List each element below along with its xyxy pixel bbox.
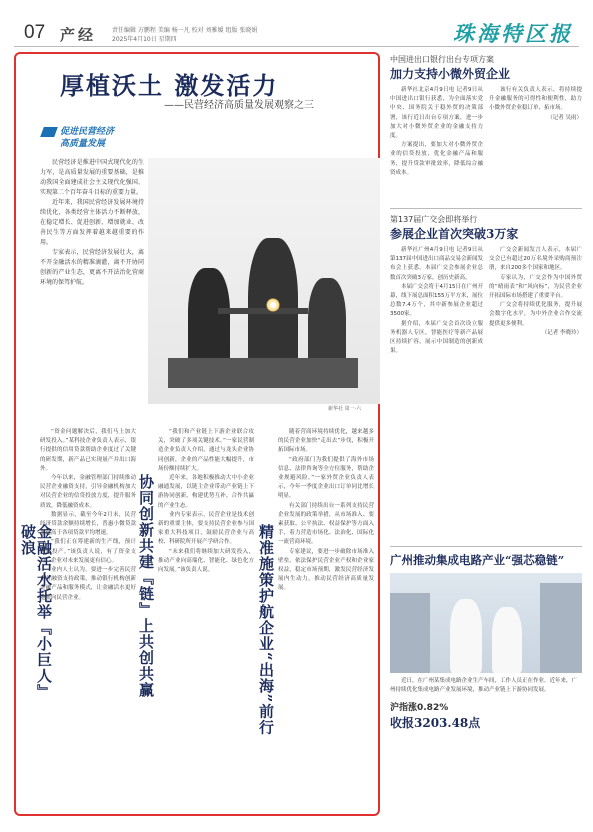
section-divider	[390, 546, 582, 547]
article-paragraph: “我们和产业链上下游企业联合攻关，突破了多项关键技术。”一家民营制造企业负责人介绍，通过与龙头企业协同创新，企业的产品性能大幅提升，市场份额持续扩大。	[158, 429, 254, 472]
page-number: 07	[24, 22, 46, 43]
feature-photo	[148, 158, 380, 404]
article-paragraph: 本届广交会将于4月15日在广州开幕，线下展总面积155万平方米，展位总数7.4万个，其中新参展企业超过3500家。	[390, 283, 483, 318]
machine-base	[168, 358, 358, 388]
section-divider	[390, 208, 582, 209]
article-paragraph: “未来我们将继续加大研发投入，推动产业向高端化、智能化、绿色化方向发展。”该负责人说。	[158, 548, 254, 574]
lead-paragraph: 专家表示，民营经济发展壮大，离不开金融活水的精准滴灌，离不开协同创新的产业生态，更离不开法治化营商环境的保驾护航。	[40, 249, 144, 286]
article-body	[390, 246, 582, 526]
article-paragraph: 广交会新闻发言人表示，本届广交会已有超过20万名境外采购商预注册，来自200多个国家和地区。	[489, 247, 582, 272]
issue-date: 2025年4月10日 星期四	[112, 36, 177, 43]
column-headline: 精准施策护航企业“出海”前行	[257, 524, 275, 736]
lead-text	[40, 158, 144, 288]
article-paragraph: 广交会将持续优化服务，提升展会数字化水平，为中外企业合作交流提供更多便利。	[489, 302, 582, 327]
article-paragraph: 今年以来，金融管理部门持续推动民营企业融资支持，引导金融机构加大对民营企业的信贷投放力度，提升服务质效，降低融资成本。	[40, 475, 136, 509]
article-column	[390, 246, 483, 526]
news-article	[390, 214, 582, 526]
column-headline: 金融活水托举『小巨人』破浪	[19, 524, 53, 700]
article-paragraph: 随着营商环境持续优化，越来越多的民营企业加快“走出去”步伐，积极开拓国际市场。	[278, 429, 374, 454]
news-article	[390, 54, 582, 204]
article-paragraph: “我们正在筹建新的生产线，预计年底投产。”该负责人说，有了资金支持，企业对未来发展更有信心。	[40, 539, 136, 564]
article-kicker: 中国进出口银行出台专项方案	[390, 55, 494, 64]
feature-title: 厚植沃土 激发活力	[60, 71, 279, 100]
market-kicker: 沪指涨0.82%	[390, 703, 449, 713]
series-flag-icon	[40, 127, 58, 137]
editor-line: 责任编辑 方鹏程 美编 杨一凡 校对 刘雅媛 组版 张晓娟	[112, 27, 258, 34]
article-paragraph: 专家认为，广交会作为中国外贸的“晴雨表”和“风向标”，为民营企业开拓国际市场搭建了重要平台。	[489, 274, 582, 300]
article-headline: 参展企业首次突破3万家	[390, 227, 519, 241]
masthead-logo: 珠海特区报	[453, 21, 573, 46]
article-paragraph: 新华社北京4月9日电 记者9日从中国进出口银行获悉，为全面落实党中央、国务院关于稳外贸的决策部署，该行近日出台专项方案，进一步加大对小微外贸企业的金融支持力度。	[390, 87, 483, 140]
lab-photo	[390, 573, 582, 673]
article-paragraph: 方案提出，要加大对小微外贸企业的信贷投放，优化金融产品和服务，提升贷款审批效率，降低综合融资成本。	[390, 142, 483, 176]
market-headline: 收报3203.48点	[390, 716, 481, 730]
article-column	[390, 86, 483, 204]
equipment-rack	[540, 583, 582, 673]
article-kicker: 第137届广交会即将举行	[390, 215, 478, 224]
article-headline: 加力支持小微外贸企业	[390, 67, 511, 81]
photo-news-headline: 广州推动集成电路产业“强芯稳链”	[390, 553, 565, 567]
section-name: 产经	[60, 26, 97, 44]
article-paragraph: 据介绍，本届广交会首次设立服务机器人专区，智能医疗等新产品展区持续扩容，展示中国制造的创新成果。	[390, 320, 483, 355]
spark-glow	[266, 298, 280, 312]
lead-paragraph: 民营经济是推进中国式现代化的生力军，是高质量发展的重要基础，是推动我国全面建成社会主义现代化强国、实现第二个百年奋斗目标的重要力量。	[40, 159, 144, 196]
article-author: （记者 李晓玲）	[541, 329, 582, 336]
article-column	[278, 428, 374, 808]
photo-news	[390, 552, 582, 568]
article-paragraph: 业内专家表示，民营企业是技术创新的重要主体，要支持民营企业参与国家重大科技项目，鼓励民营企业与高校、科研院所开展产学研合作。	[158, 511, 254, 546]
article-column	[158, 428, 254, 808]
article-paragraph: 专家建议，要进一步破除市场准入壁垒，依法保护民营企业产权和企业家权益，稳定市场预期，激发民营经济发展内生动力，推动民营经济高质量发展。	[278, 548, 374, 592]
article-paragraph: 该行有关负责人表示，将持续提升金融服务的可得性和便利性，助力小微外贸企业稳订单、拓市场。	[489, 87, 582, 112]
article-paragraph: “政府部门为我们提供了海外市场信息、法律咨询等全方位服务，帮助企业规避风险。”一家外贸企业负责人表示，今年一季度企业出口订单同比增长明显。	[278, 456, 374, 500]
slogan-line2: 高质量发展	[60, 139, 106, 149]
feature-subtitle: ——民营经济高质量发展观察之三	[164, 100, 314, 111]
article-paragraph: 业内人士认为，要进一步完善民营企业融资支持政策，推动银行机构创新金融产品和服务模式，让金融活水更好地流向民营企业。	[40, 567, 136, 601]
slogan-line1: 促进民营经济	[60, 127, 115, 137]
machine-part	[218, 308, 308, 314]
feature-box	[14, 52, 380, 816]
series-slogan	[42, 126, 152, 150]
header-rule	[14, 46, 579, 47]
article-column	[40, 428, 136, 808]
article-paragraph: 新华社广州4月9日电 记者9日从第137届中国进出口商品交易会新闻发布会上获悉，本届广交会参展企业总数首次突破3万家，创历史新高。	[390, 247, 483, 281]
technician-figure	[492, 607, 522, 673]
article-body	[390, 86, 582, 204]
article-paragraph: 近年来，各地积极推动大中小企业融通发展，以链主企业带动产业链上下游协同创新，构建优势互补、合作共赢的产业生态。	[158, 475, 254, 509]
photo-caption: 新华社 周一·六	[328, 406, 362, 412]
article-column	[489, 86, 582, 204]
article-column	[489, 246, 582, 526]
article-paragraph: 数据显示，截至今年2月末，民营经济贷款余额持续增长，普惠小微贷款增速高于各项贷款平均增速。	[40, 511, 136, 537]
technician-figure	[450, 599, 482, 673]
article-paragraph: 有关部门持续出台一系列支持民营企业发展的政策举措，从市场准入、要素获取、公平执法、权益保护等方面入手，着力营造市场化、法治化、国际化一流营商环境。	[278, 502, 374, 546]
article-author: （记者 吴雨）	[547, 114, 582, 121]
page-header	[0, 0, 593, 48]
photo-caption: 近日，在广州某集成电路企业生产车间，工作人员正在作业。近年来，广州持续优化集成电路产业发展环境，推动产业链上下游协同发展。	[390, 678, 578, 693]
column-headline: 协同创新共建『链』上共创共赢	[137, 474, 155, 698]
equipment-rack	[390, 593, 430, 673]
article-paragraph: “资金问题解决后，我们马上加大研发投入。”某科技企业负责人表示，银行提供的信用贷款帮助企业度过了关键的研发期，新产品已实现量产并出口海外。	[40, 429, 136, 472]
lead-paragraph: 近年来，我国民营经济发展环境持续优化，各类经营主体活力不断释放，在稳定增长、促进创新、增加就业、改善民生等方面发挥着越来越重要的作用。	[40, 199, 144, 246]
